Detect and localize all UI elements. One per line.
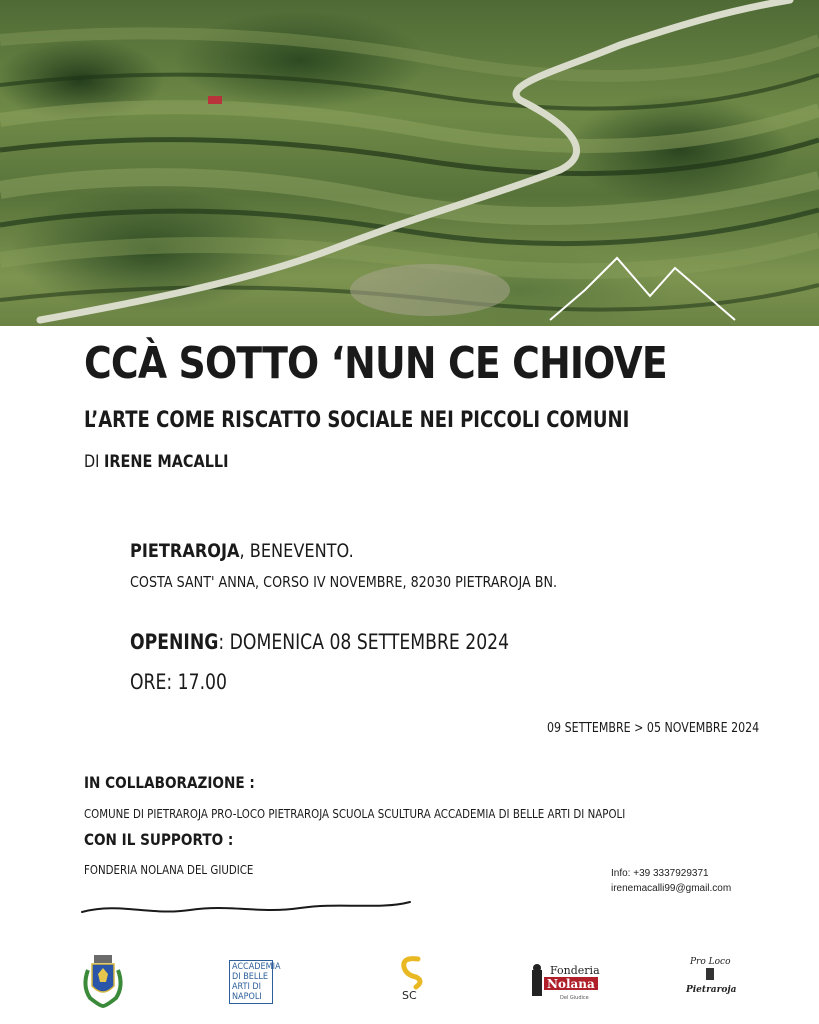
pro-loco-pietraroja-logo — [684, 954, 744, 998]
wave-divider — [80, 896, 412, 918]
support-text: FONDERIA NOLANA DEL GIUDICE — [84, 862, 254, 877]
contact-info — [611, 866, 731, 896]
comune-pietraroja-crest-icon — [80, 952, 126, 1008]
fonderia-nolana-logo — [530, 962, 600, 1002]
proloco-logo-line2: Pietraroja — [686, 985, 737, 995]
opening-line — [130, 630, 509, 654]
exhibition-title: CCÀ SOTTO ‘NUN CE CHIOVE — [84, 338, 667, 389]
location-address: COSTA SANT' ANNA, CORSO IV NOVEMBRE, 82030 PIETRAROJA BN. — [130, 573, 558, 591]
opening-hours: ORE: 17.00 — [130, 670, 227, 694]
opening-label: OPENING — [130, 630, 219, 654]
contact-email: irenemacalli99@gmail.com — [611, 883, 732, 894]
scuola-scultura-logo — [398, 955, 424, 1003]
hero-landscape-image — [0, 0, 819, 326]
location-province: , BENEVENTO. — [239, 540, 354, 562]
location-line — [130, 540, 354, 562]
collaboration-text: COMUNE DI PIETRAROJA PRO-LOCO PIETRAROJA SCUOLA SCULTURA ACCADEMIA DI BELLE ARTI DI NAPOLI — [84, 806, 626, 821]
author-name: IRENE MACALLI — [103, 452, 229, 472]
sc-logo-text: SC — [402, 989, 417, 1002]
support-heading: CON IL SUPPORTO : — [84, 830, 234, 849]
fonderia-logo-line3: Del Giudice — [560, 995, 589, 1001]
contact-phone: Info: +39 3337929371 — [611, 868, 709, 879]
author-prefix: DI — [84, 452, 104, 472]
exhibition-period: 09 SETTEMBRE > 05 NOVEMBRE 2024 — [547, 721, 760, 736]
accademia-napoli-logo: ACCADEMIA DI BELLE ARTI DI NAPOLI — [229, 960, 273, 1004]
exhibition-subtitle: L’ARTE COME RISCATTO SOCIALE NEI PICCOLI COMUNI — [84, 408, 630, 433]
fonderia-logo-line1: Fonderia — [550, 964, 600, 977]
proloco-logo-line1: Pro Loco — [690, 957, 731, 967]
author-line — [84, 452, 229, 472]
opening-date: : DOMENICA 08 SETTEMBRE 2024 — [218, 630, 510, 654]
collaboration-heading: IN COLLABORAZIONE : — [84, 773, 255, 792]
fonderia-logo-line2: Nolana — [547, 977, 595, 991]
landscape-illustration — [0, 0, 819, 326]
location-town: PIETRAROJA — [130, 540, 240, 562]
